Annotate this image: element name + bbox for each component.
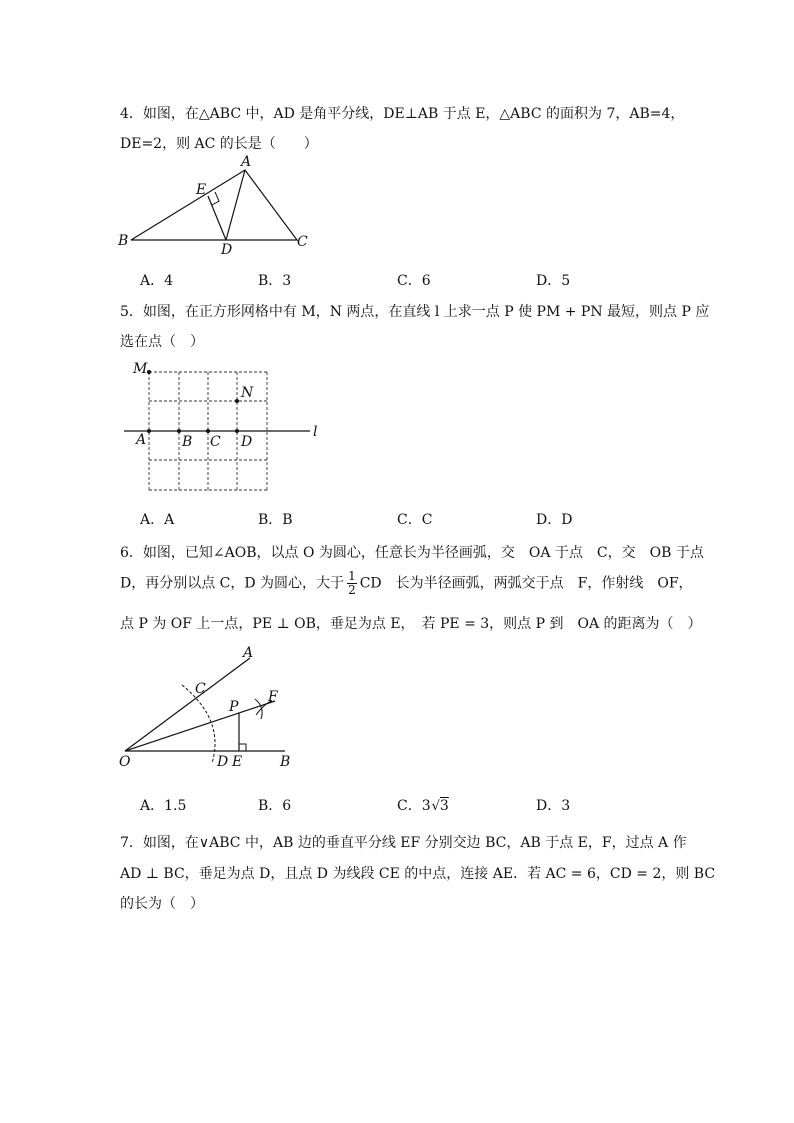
q6-label-F: F (268, 689, 278, 705)
q4-triangle-figure (115, 154, 315, 260)
q4-text-line1: 4．如图，在△ABC 中，AD 是角平分线，DE⊥AB 于点 E，△ABC 的面积为 7，AB=4， (120, 106, 685, 122)
q4-label-D: D (221, 242, 233, 258)
q5-label-D: D (241, 434, 253, 450)
q6-fraction-numerator: 1 (348, 569, 356, 583)
q6-option-b[interactable]: B．6 (258, 798, 292, 814)
q6-option-a[interactable]: A．1.5 (140, 798, 187, 814)
q6-option-c[interactable] (397, 795, 449, 815)
q4-label-C: C (297, 234, 308, 250)
q6-text-line2-part2: CD 长为半径画弧，两弧交于点 F，作射线 OF， (359, 575, 693, 592)
q5-label-M: M (133, 361, 148, 377)
q6-angle-figure (115, 645, 305, 775)
q5-text-line1: 5．如图，在正方形网格中有 M，N 两点，在直线 l 上求一点 P 使 PM + PN 最短，则点 P 应 (120, 304, 710, 320)
sqrt-icon: √ (431, 799, 440, 814)
q5-grid-figure (120, 360, 330, 495)
q6-text-line2-part1: D，再分别以点 C，D 为圆心，大于 (120, 575, 345, 592)
q6-label-C: C (195, 681, 206, 697)
q5-label-A: A (136, 432, 147, 448)
q5-label-B: B (182, 434, 193, 450)
q6-fraction-half (347, 570, 357, 597)
q5-text-line2: 选在点（ ） (120, 334, 204, 350)
q4-label-A: A (241, 154, 252, 170)
q4-option-c[interactable]: C．6 (397, 273, 431, 289)
q6-option-c-radicand: 3 (439, 798, 449, 814)
q4-label-E: E (196, 182, 207, 198)
q4-text-line2: DE=2，则 AC 的长是（ ） (120, 136, 318, 152)
q5-option-a[interactable]: A．A (140, 512, 175, 528)
q4-option-d[interactable]: D．5 (536, 273, 571, 289)
q7-text-line1: 7．如图，在∨ABC 中，AB 边的垂直平分线 EF 分别交边 BC，AB 于点 E，F，过点 A 作 (120, 835, 687, 851)
q7-text-line2: AD ⊥ BC，垂足为点 D，且点 D 为线段 CE 的中点，连接 AE．若 AC = 6，CD = 2，则 BC (120, 866, 716, 882)
q5-label-N: N (241, 385, 254, 401)
q6-text-line2 (120, 570, 693, 597)
q5-option-c[interactable]: C．C (397, 512, 433, 528)
q6-label-B: B (280, 754, 291, 770)
q6-fraction-denominator: 2 (348, 583, 356, 597)
q5-label-l: l (313, 424, 318, 440)
q6-label-D: D (217, 754, 229, 770)
q6-text-line3: 点 P 为 OF 上一点，PE ⊥ OB，垂足为点 E， 若 PE = 3，则点 P 到 OA 的距离为（ ） (120, 616, 702, 632)
q7-text-line3: 的长为（ ） (120, 896, 204, 912)
q6-option-c-text: C．3 (397, 798, 431, 814)
q6-label-E: E (232, 754, 243, 770)
q6-label-O: O (119, 754, 131, 770)
q6-label-A: A (243, 645, 254, 661)
q4-label-B: B (118, 233, 129, 249)
q4-option-b[interactable]: B．3 (258, 273, 292, 289)
q5-label-C: C (210, 434, 221, 450)
q6-text-line1: 6．如图，已知∠AOB，以点 O 为圆心，任意长为半径画弧，交 OA 于点 C，交 OB 于点 (120, 545, 704, 561)
q5-option-b[interactable]: B．B (258, 512, 293, 528)
q4-option-a[interactable]: A．4 (140, 273, 174, 289)
q6-option-d[interactable]: D．3 (536, 798, 571, 814)
q5-option-d[interactable]: D．D (536, 512, 573, 528)
q6-label-P: P (229, 699, 239, 715)
